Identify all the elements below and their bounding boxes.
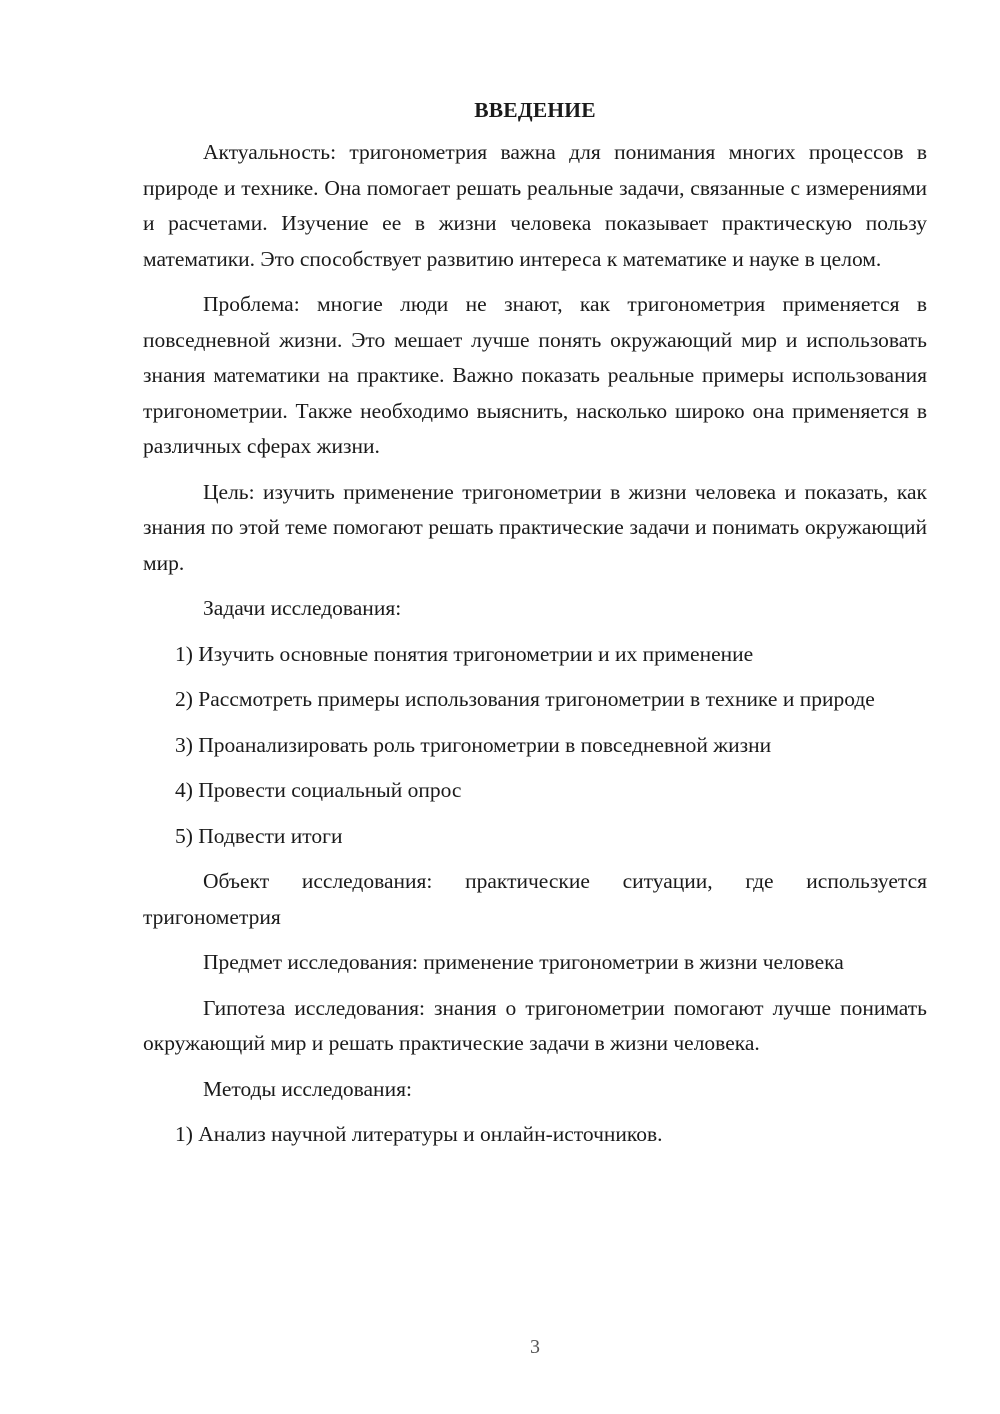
relevance-paragraph: Актуальность: тригонометрия важна для понимания многих процессов в природе и технике. Она помогает решать реальные задачи, связанные с измерениями и расчетами. Изучение ее в жизни человека показывает практическую пользу математики. Это способствует развитию интереса к математике и науке в целом. xyxy=(143,140,927,271)
task-item-4: 4) Провести социальный опрос xyxy=(175,778,462,802)
subject-paragraph: Предмет исследования: применение тригонометрии в жизни человека xyxy=(203,950,844,974)
task-item-3: 3) Проанализировать роль тригонометрии в повседневной жизни xyxy=(175,732,772,757)
section-title: ВВЕДЕНИЕ xyxy=(474,98,596,122)
document-page xyxy=(143,95,927,1153)
task-item-5: 5) Подвести итоги xyxy=(175,823,343,848)
task-item-2: 2) Рассмотреть примеры использования тригонометрии в технике и природе xyxy=(175,687,875,711)
task-item-1: 1) Изучить основные понятия тригонометрии и их применение xyxy=(175,641,754,666)
methods-heading: Методы исследования: xyxy=(203,1076,412,1101)
problem-paragraph: Проблема: многие люди не знают, как тригонометрия применяется в повседневной жизни. Это мешает лучше понять окружающий мир и использовать знания математики на практике. Важно показать реальные примеры использования тригонометрии. Также необходимо выяснить, насколько широко она применяется в различных сферах жизни. xyxy=(143,292,927,458)
tasks-heading: Задачи исследования: xyxy=(203,596,402,620)
method-item-1: 1) Анализ научной литературы и онлайн-источников. xyxy=(175,1122,663,1146)
hypothesis-paragraph: Гипотеза исследования: знания о тригонометрии помогают лучше понимать окружающий мир и решать практические задачи в жизни человека. xyxy=(143,995,927,1055)
object-paragraph: Объект исследования: практические ситуации, где используется тригонометрия xyxy=(143,869,927,929)
goal-paragraph: Цель: изучить применение тригонометрии в жизни человека и показать, как знания по этой теме помогают решать практические задачи и понимать окружающий мир. xyxy=(143,479,927,575)
page-number: 3 xyxy=(530,1336,540,1358)
